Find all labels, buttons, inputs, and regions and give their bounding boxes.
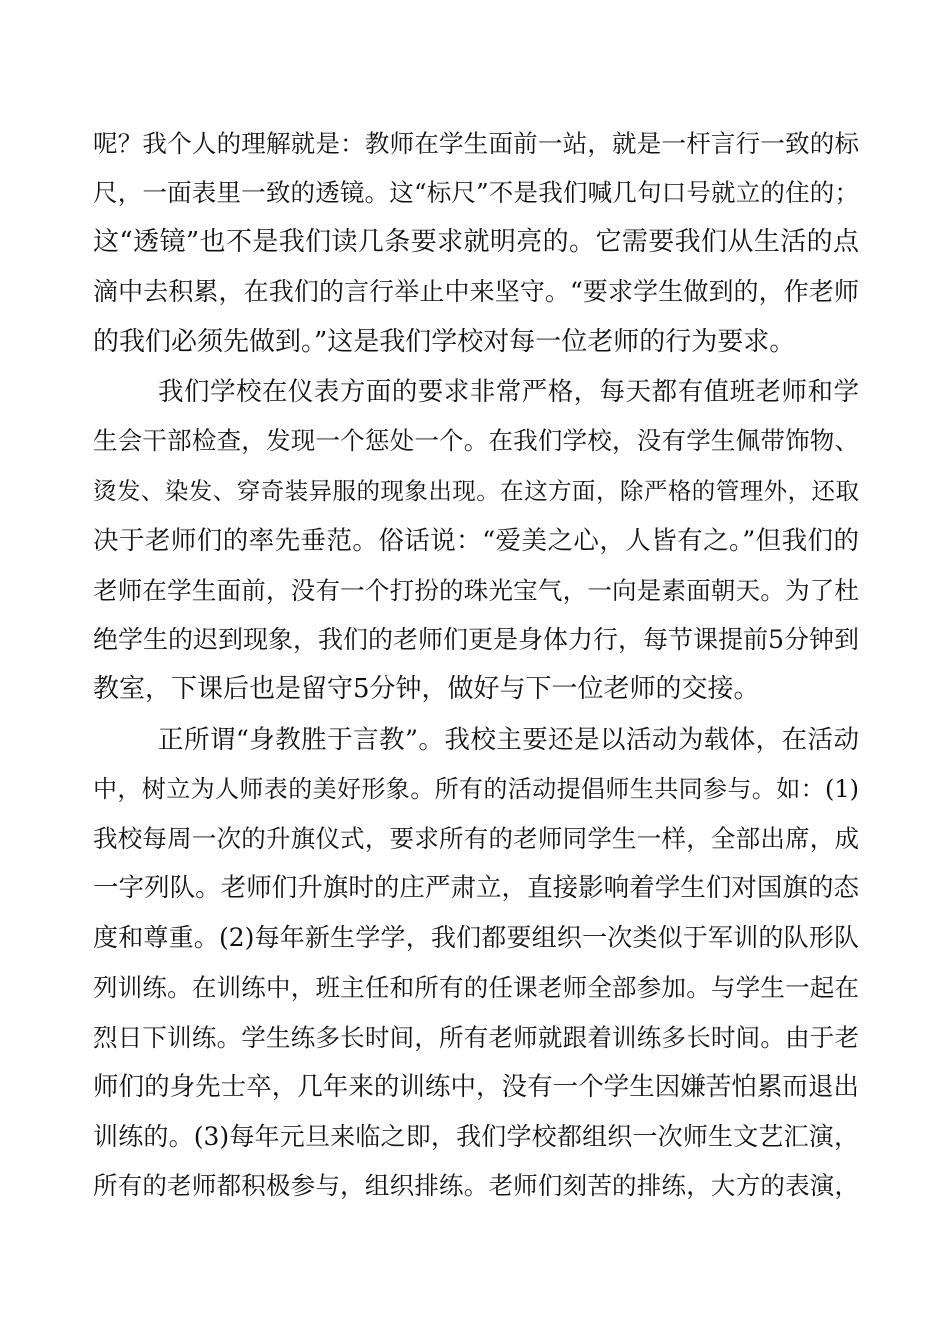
text-line: 尺，一面表里一致的透镜。这“标尺”不是我们喊几句口号就立的住的； — [93, 178, 859, 207]
text-line: 的我们必须先做到。”这是我们学校对每一位老师的行为要求。 — [93, 327, 796, 357]
text-line: 生会干部检查，发现一个惩处一个。在我们学校，没有学生佩带饰物、 — [93, 426, 859, 455]
text-line: 正所谓“身教胜于言教”。我校主要还是以活动为载体，在活动 — [158, 725, 859, 755]
text-line: 烈日下训练。学生练多长时间，所有老师就跟着训练多长时间。由于老 — [93, 1023, 859, 1052]
text-line: 师们的身先士卒，几年来的训练中，没有一个学生因嫌苦怕累而退出 — [93, 1072, 859, 1102]
text-line: 一字列队。老师们升旗时的庄严肃立，直接影响着学生们对国旗的态 — [93, 873, 859, 903]
text-line: 中，树立为人师表的美好形象。所有的活动提倡师生共同参与。如：(1) — [93, 775, 859, 803]
text-line: 滴中去积累，在我们的言行举止中来坚守。“要求学生做到的，作老师 — [93, 277, 859, 306]
text-line: 我校每周一次的升旗仪式，要求所有的老师同学生一样，全部出席，成 — [93, 824, 859, 853]
text-line: 我们学校在仪表方面的要求非常严格，每天都有值班老师和学 — [158, 377, 859, 407]
text-line: 训练的。(3)每年元旦来临之即，我们学校都组织一次师生文艺汇演， — [93, 1122, 859, 1151]
text-line: 度和尊重。(2)每年新生学学，我们都要组织一次类似于军训的队形队 — [93, 923, 859, 952]
text-line: 呢？我个人的理解就是：教师在学生面前一站，就是一杆言行一致的标 — [93, 129, 859, 158]
text-line: 教室，下课后也是留守5分钟，做好与下一位老师的交接。 — [93, 674, 760, 704]
text-line: 烫发、染发、穿奇装异服的现象出现。在这方面，除严格的管理外，还取 — [93, 477, 859, 505]
text-line: 这“透镜”也不是我们读几条要求就明亮的。它需要我们从生活的点 — [93, 227, 859, 257]
text-line: 绝学生的迟到现象，我们的老师们更是身体力行，每节课提前5分钟到 — [93, 625, 859, 654]
text-line: 决于老师们的率先垂范。俗话说：“爱美之心，人皆有之。”但我们的 — [93, 526, 859, 556]
text-line: 老师在学生面前，没有一个打扮的珠光宝气，一向是素面朝天。为了杜 — [93, 576, 859, 605]
text-line: 列训练。在训练中，班主任和所有的任课老师全部参加。与学生一起在 — [93, 973, 859, 1002]
text-line: 所有的老师都积极参与，组织排练。老师们刻苦的排练，大方的表演， — [93, 1171, 859, 1200]
